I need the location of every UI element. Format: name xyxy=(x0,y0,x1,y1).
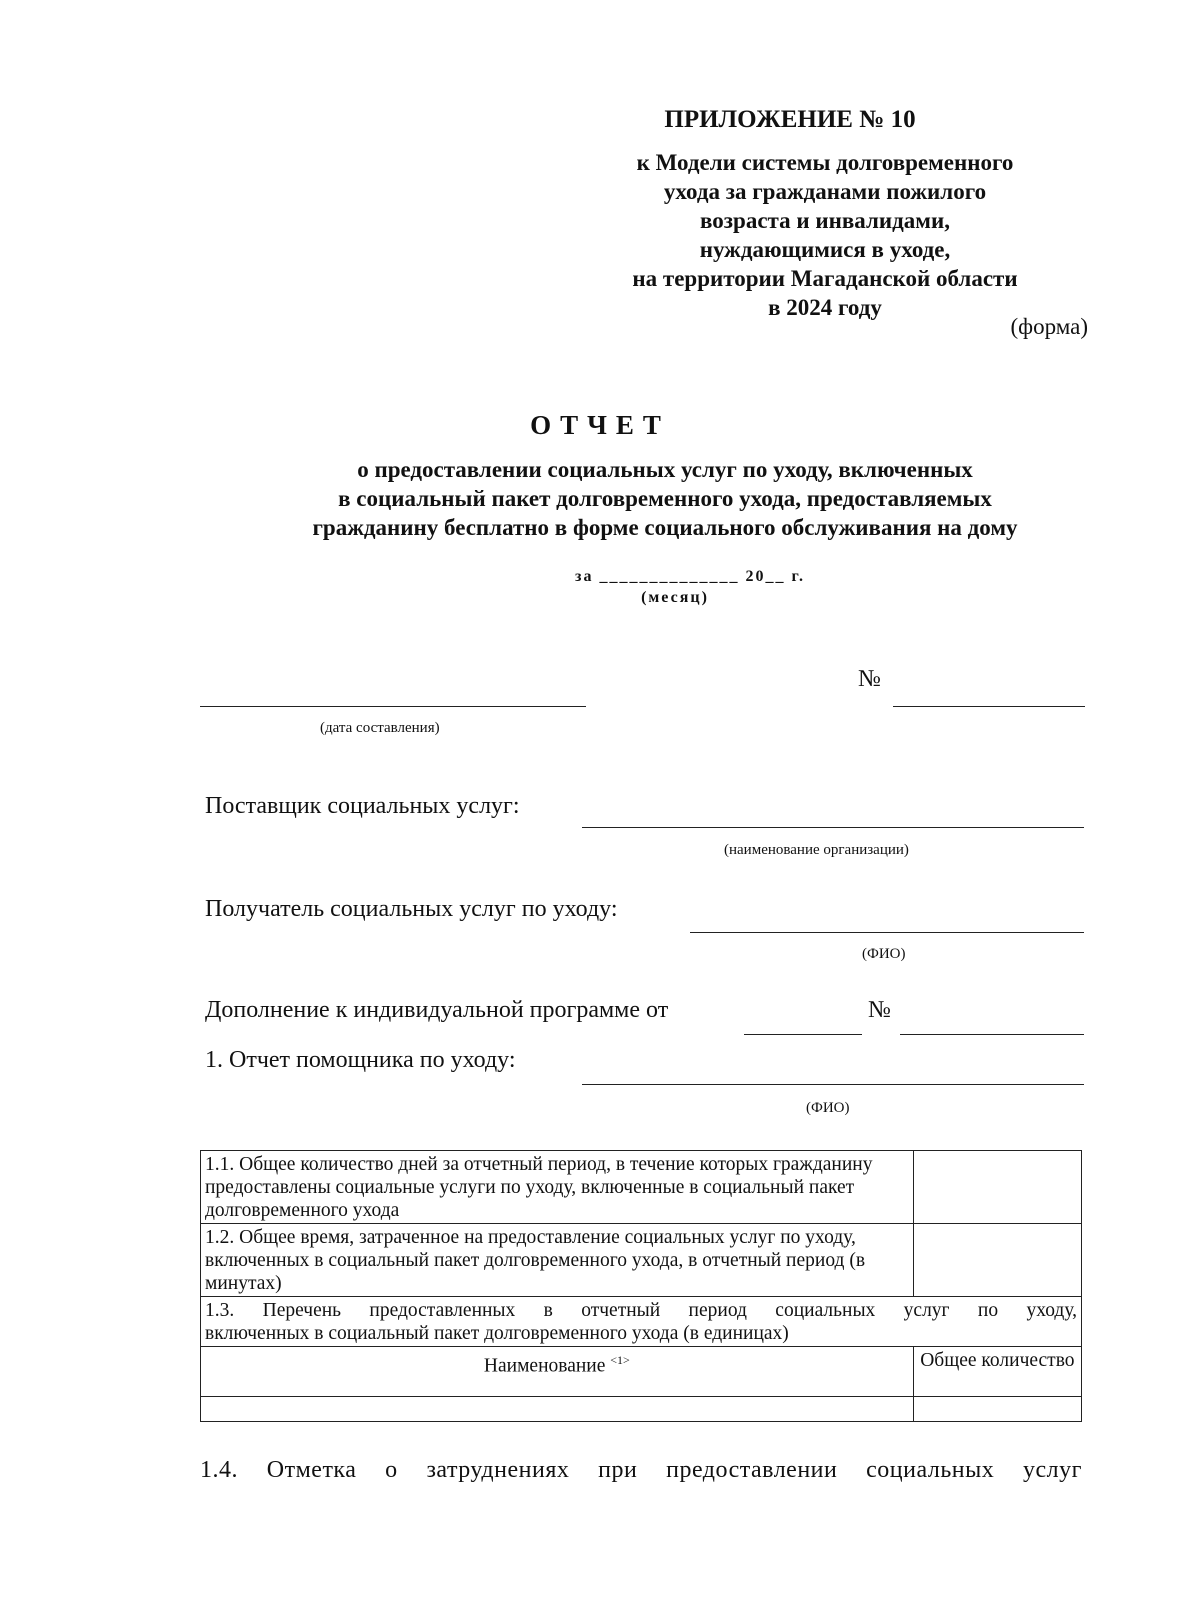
annex-line: нуждающимися в уходе, xyxy=(699,237,951,262)
row-1-1-label: 1.1. Общее количество дней за отчетный период, в течение которых гражданину предоставлены социальные услуги по уходу, включенные в социальный пакет долговременного ухода xyxy=(201,1151,914,1224)
assistant-field-line[interactable] xyxy=(582,1084,1084,1085)
report-title: ОТЧЕТ xyxy=(530,410,670,440)
row-1-3-line: 1.3. Перечень предоставленных в отчетный период социальных услуг по уходу, xyxy=(205,1300,1077,1321)
annex-title: ПРИЛОЖЕНИЕ № 10 xyxy=(664,106,916,133)
recipient-caption: (ФИО) xyxy=(862,946,906,962)
report-table xyxy=(200,1150,1082,1422)
assistant-label: 1. Отчет помощника по уходу: xyxy=(205,1047,516,1073)
report-subtitle-line: гражданину бесплатно в форме социального обслуживания на дому xyxy=(312,515,1018,540)
report-subtitle xyxy=(120,455,1200,542)
report-subtitle-line: в социальный пакет долговременного ухода, предоставляемых xyxy=(338,486,992,511)
provider-label: Поставщик социальных услуг: xyxy=(205,793,520,819)
row-1-3-line: включенных в социальный пакет долговременного ухода (в единицах) xyxy=(205,1323,789,1344)
annex-line: ухода за гражданами пожилого xyxy=(663,179,987,204)
recipient-field-line[interactable] xyxy=(690,932,1084,933)
annex-line: к Модели системы долговременного xyxy=(636,150,1014,175)
column-header-name-text: Наименование xyxy=(483,1355,606,1377)
row-1-3-label xyxy=(201,1297,1082,1347)
assistant-caption: (ФИО) xyxy=(806,1100,850,1116)
row-1-1-value-cell[interactable] xyxy=(913,1151,1081,1224)
row-1-2-label: 1.2. Общее время, затраченное на предоставление социальных услуг по уходу, включенных в социальный пакет долговременного ухода, в отчетный период (в минутах) xyxy=(201,1224,914,1297)
annex-line: возраста и инвалидами, xyxy=(700,208,950,233)
report-subtitle-line: о предоставлении социальных услуг по уходу, включенных xyxy=(357,457,973,482)
provider-caption: (наименование организации) xyxy=(724,842,909,858)
date-caption: (дата составления) xyxy=(320,720,440,736)
table-header-row xyxy=(201,1347,1082,1397)
row-1-2-value-cell[interactable] xyxy=(913,1224,1081,1297)
table-row xyxy=(201,1151,1082,1224)
table-row xyxy=(201,1297,1082,1347)
supplement-number-line[interactable] xyxy=(900,1034,1084,1035)
footnote-ref: <1> xyxy=(610,1353,630,1367)
service-total-cell[interactable] xyxy=(913,1397,1081,1422)
provider-field-line[interactable] xyxy=(582,827,1084,828)
report-period-line[interactable]: за ______________ 20__ г. xyxy=(575,568,805,585)
supplement-date-line[interactable] xyxy=(744,1034,862,1035)
recipient-label: Получатель социальных услуг по уходу: xyxy=(205,896,618,922)
section-1-4-text: 1.4. Отметка о затруднениях при предоставлении социальных услуг xyxy=(200,1457,1082,1483)
supplement-label: Дополнение к индивидуальной программе от xyxy=(205,997,669,1023)
table-row xyxy=(201,1397,1082,1422)
annex-subtitle xyxy=(560,148,1090,322)
supplement-number-sign: № xyxy=(868,997,891,1023)
form-label: (форма) xyxy=(1010,314,1088,339)
report-period-caption: (месяц) xyxy=(641,589,709,606)
annex-line: на территории Магаданской области xyxy=(632,266,1018,291)
column-header-name xyxy=(201,1347,914,1397)
date-field-line[interactable] xyxy=(200,706,586,707)
column-header-total: Общее количество xyxy=(913,1347,1081,1397)
annex-line: в 2024 году xyxy=(768,295,882,320)
number-field-line[interactable] xyxy=(893,706,1085,707)
number-sign: № xyxy=(858,666,881,692)
table-row xyxy=(201,1224,1082,1297)
service-name-cell[interactable] xyxy=(201,1397,914,1422)
